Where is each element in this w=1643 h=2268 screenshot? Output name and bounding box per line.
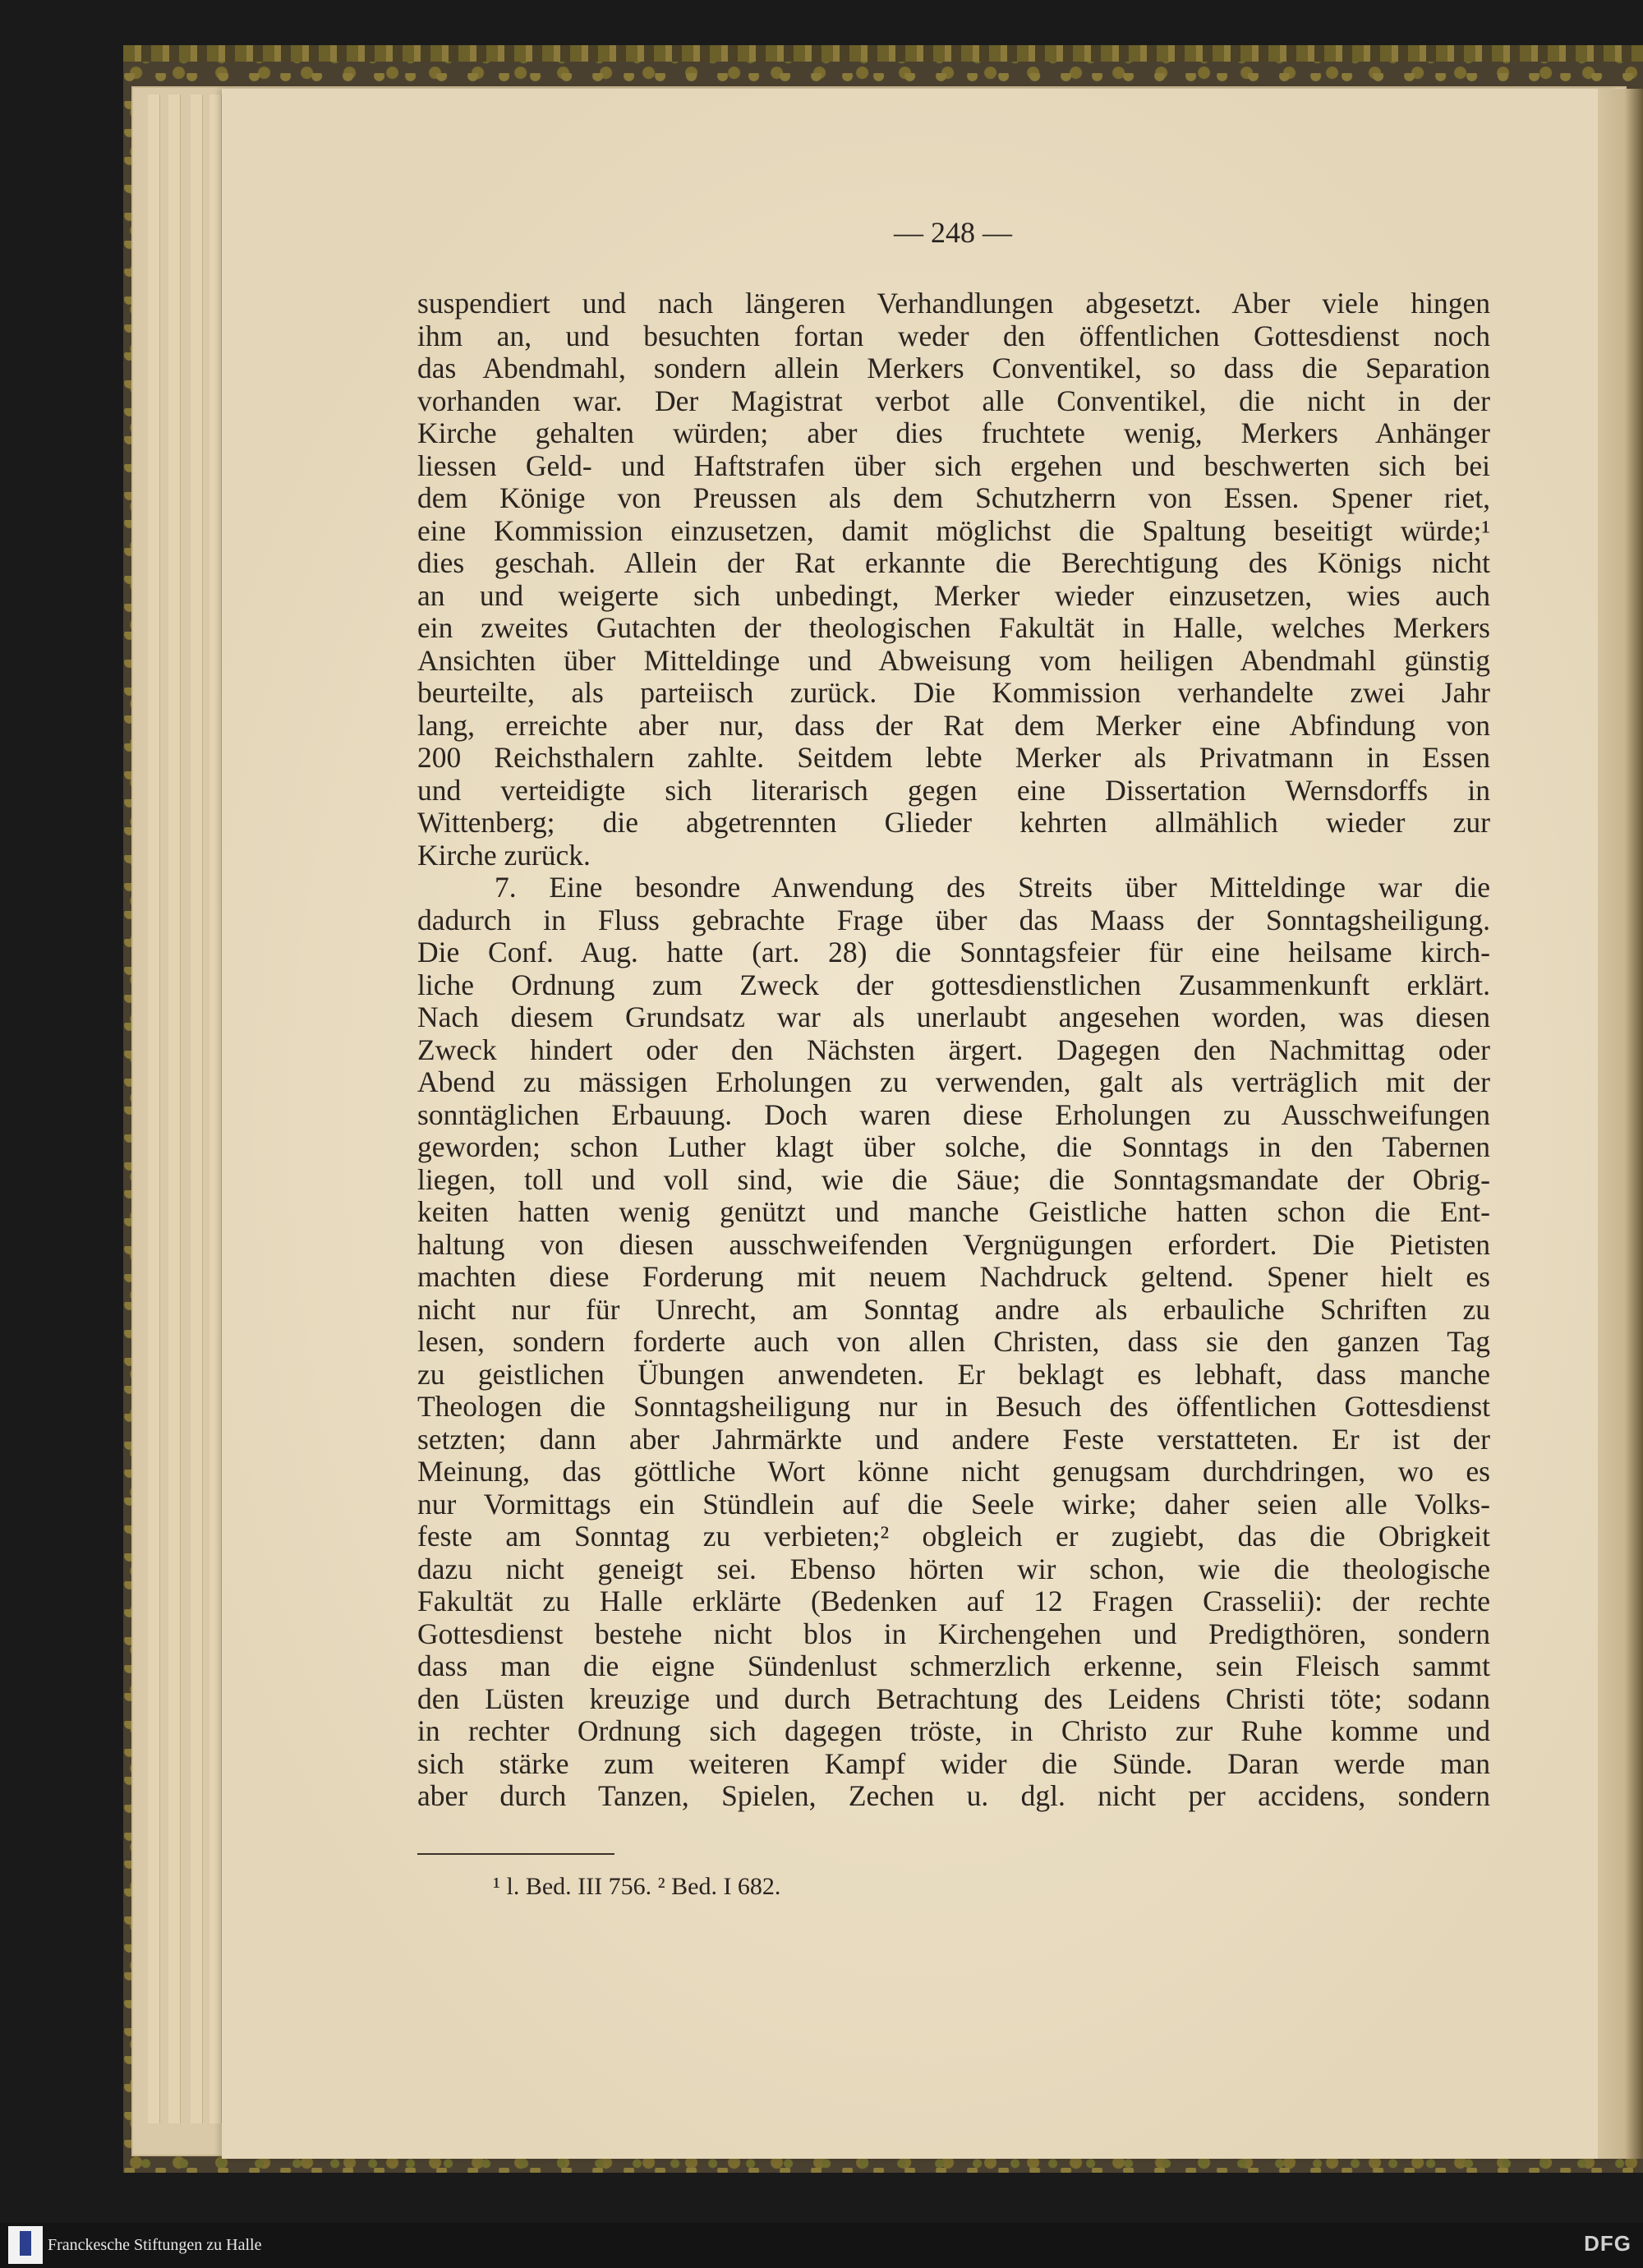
book-cover-edge bbox=[123, 45, 1643, 62]
text-line: keiten hatten wenig genützt und manche Geistliche hatten schon die Ent- bbox=[417, 1196, 1490, 1228]
institution-logo-mark bbox=[20, 2231, 31, 2256]
text-line: geworden; schon Luther klagt über solche, die Sonntags in den Tabernen bbox=[417, 1131, 1490, 1163]
text-line: lang, erreichte aber nur, dass der Rat dem Merker eine Abfindung von bbox=[417, 709, 1490, 742]
text-line: vorhanden war. Der Magistrat verbot alle Conventikel, die nicht in der bbox=[417, 384, 1490, 417]
text-line: Die Conf. Aug. hatte (art. 28) die Sonntagsfeier für eine heilsame kirch- bbox=[417, 936, 1490, 968]
text-line: 7. Eine besondre Anwendung des Streits über Mitteldinge war die bbox=[495, 872, 1490, 904]
text-line: Zweck hindert oder den Nächsten ärgert. Dagegen den Nachmittag oder bbox=[417, 1033, 1490, 1066]
text-line: dadurch in Fluss gebrachte Frage über das Maass der Sonntagsheiligung. bbox=[417, 904, 1490, 936]
text-line: ein zweites Gutachten der theologischen Fakultät in Halle, welches Merkers bbox=[417, 612, 1490, 644]
text-line: Nach diesem Grundsatz war als unerlaubt angesehen worden, was diesen bbox=[417, 1001, 1490, 1033]
text-line: Abend zu mässigen Erholungen zu verwenden, galt als verträglich mit der bbox=[417, 1066, 1490, 1098]
text-line: suspendiert und nach längeren Verhandlungen abgesetzt. Aber viele hingen bbox=[417, 288, 1490, 320]
text-line: und verteidigte sich literarisch gegen eine Dissertation Wernsdorffs in bbox=[417, 774, 1490, 807]
text-line: den Lüsten kreuzige und durch Betrachtung des Leidens Christi töte; sodann bbox=[417, 1682, 1490, 1715]
text-line: beurteilte, als parteiisch zurück. Die Kommission verhandelte zwei Jahr bbox=[417, 677, 1490, 709]
text-line: Ansichten über Mitteldinge und Abweisung vom heiligen Abendmahl günstig bbox=[417, 644, 1490, 677]
text-line: zu geistlichen Übungen anwendeten. Er beklagt es lebhaft, dass manche bbox=[417, 1358, 1490, 1391]
text-line: lesen, sondern forderte auch von allen Christen, dass sie den ganzen Tag bbox=[417, 1326, 1490, 1358]
text-line: haltung von diesen ausschweifenden Vergnügungen erfordert. Die Pietisten bbox=[417, 1228, 1490, 1261]
text-line: liche Ordnung zum Zweck der gottesdienstlichen Zusammenkunft erklärt. bbox=[417, 968, 1490, 1001]
text-line: dem Könige von Preussen als dem Schutzherrn von Essen. Spener riet, bbox=[417, 482, 1490, 514]
text-line: feste am Sonntag zu verbieten;² obgleich er zugiebt, das die Obrigkeit bbox=[417, 1520, 1490, 1553]
dfg-logo: DFG bbox=[1584, 2231, 1631, 2256]
page-right-edge bbox=[1598, 89, 1643, 2159]
text-line: Meinung, das göttliche Wort könne nicht genugsam durchdringen, wo es bbox=[417, 1456, 1490, 1488]
page-number: — 248 — bbox=[894, 216, 1012, 249]
text-line: dazu nicht geneigt sei. Ebenso hörten wir schon, wie die theologische bbox=[417, 1553, 1490, 1585]
text-line: liegen, toll und voll sind, wie die Säue; die Sonntagsmandate der Obrig- bbox=[417, 1163, 1490, 1196]
footnote: ¹ l. Bed. III 756. ² Bed. I 682. bbox=[493, 1873, 781, 1900]
text-line: Wittenberg; die abgetrennten Glieder kehrten allmählich wieder zur bbox=[417, 807, 1490, 839]
text-line: ihm an, und besuchten fortan weder den öffentlichen Gottesdienst noch bbox=[417, 320, 1490, 352]
text-line: aber durch Tanzen, Spielen, Zechen u. dgl. nicht per accidens, sondern bbox=[417, 1780, 1490, 1812]
institution-name: Franckesche Stiftungen zu Halle bbox=[48, 2236, 262, 2254]
page-edge bbox=[148, 94, 160, 2123]
page-edge bbox=[191, 94, 203, 2123]
text-line: an und weigerte sich unbedingt, Merker wieder einzusetzen, wies auch bbox=[417, 579, 1490, 612]
text-line: dies geschah. Allein der Rat erkannte die Berechtigung des Königs nicht bbox=[417, 547, 1490, 579]
text-line: Kirche gehalten würden; aber dies fruchtete wenig, Merkers Anhänger bbox=[417, 417, 1490, 449]
text-line: nicht nur für Unrecht, am Sonntag andre als erbauliche Schriften zu bbox=[417, 1293, 1490, 1326]
page-edge bbox=[209, 94, 222, 2123]
text-line: nur Vormittags ein Stündlein auf die Seele wirke; daher seien alle Volks- bbox=[417, 1488, 1490, 1520]
text-line: 200 Reichsthalern zahlte. Seitdem lebte Merker als Privatmann in Essen bbox=[417, 742, 1490, 774]
text-line: in rechter Ordnung sich dagegen tröste, in Christo zur Ruhe komme und bbox=[417, 1715, 1490, 1747]
text-line: machten diese Forderung mit neuem Nachdruck geltend. Spener hielt es bbox=[417, 1261, 1490, 1293]
body-text bbox=[417, 288, 1490, 1813]
text-line: Fakultät zu Halle erklärte (Bedenken auf 12 Fragen Crasselii): der rechte bbox=[417, 1585, 1490, 1617]
text-line: sich stärke zum weiteren Kampf wider die Sünde. Daran werde man bbox=[417, 1747, 1490, 1780]
text-line: eine Kommission einzusetzen, damit möglichst die Spaltung beseitigt würde;¹ bbox=[417, 514, 1490, 547]
text-line: Theologen die Sonntagsheiligung nur in Besuch des öffentlichen Gottesdienst bbox=[417, 1391, 1490, 1423]
text-line: setzten; dann aber Jahrmärkte und andere Feste verstatteten. Er ist der bbox=[417, 1423, 1490, 1456]
page-edge bbox=[168, 94, 181, 2123]
footnote-divider bbox=[417, 1853, 614, 1855]
text-line: liessen Geld- und Haftstrafen über sich ergehen und beschwerten sich bei bbox=[417, 449, 1490, 482]
text-line: Kirche zurück. bbox=[417, 839, 591, 872]
text-line: dass man die eigne Sündenlust schmerzlich erkenne, sein Fleisch sammt bbox=[417, 1650, 1490, 1682]
text-line: Gottesdienst bestehe nicht blos in Kirchengehen und Predigthören, sondern bbox=[417, 1617, 1490, 1650]
text-line: das Abendmahl, sondern allein Merkers Conventikel, so dass die Separation bbox=[417, 352, 1490, 384]
text-line: sonntäglichen Erbauung. Doch waren diese Erholungen zu Ausschweifungen bbox=[417, 1098, 1490, 1131]
